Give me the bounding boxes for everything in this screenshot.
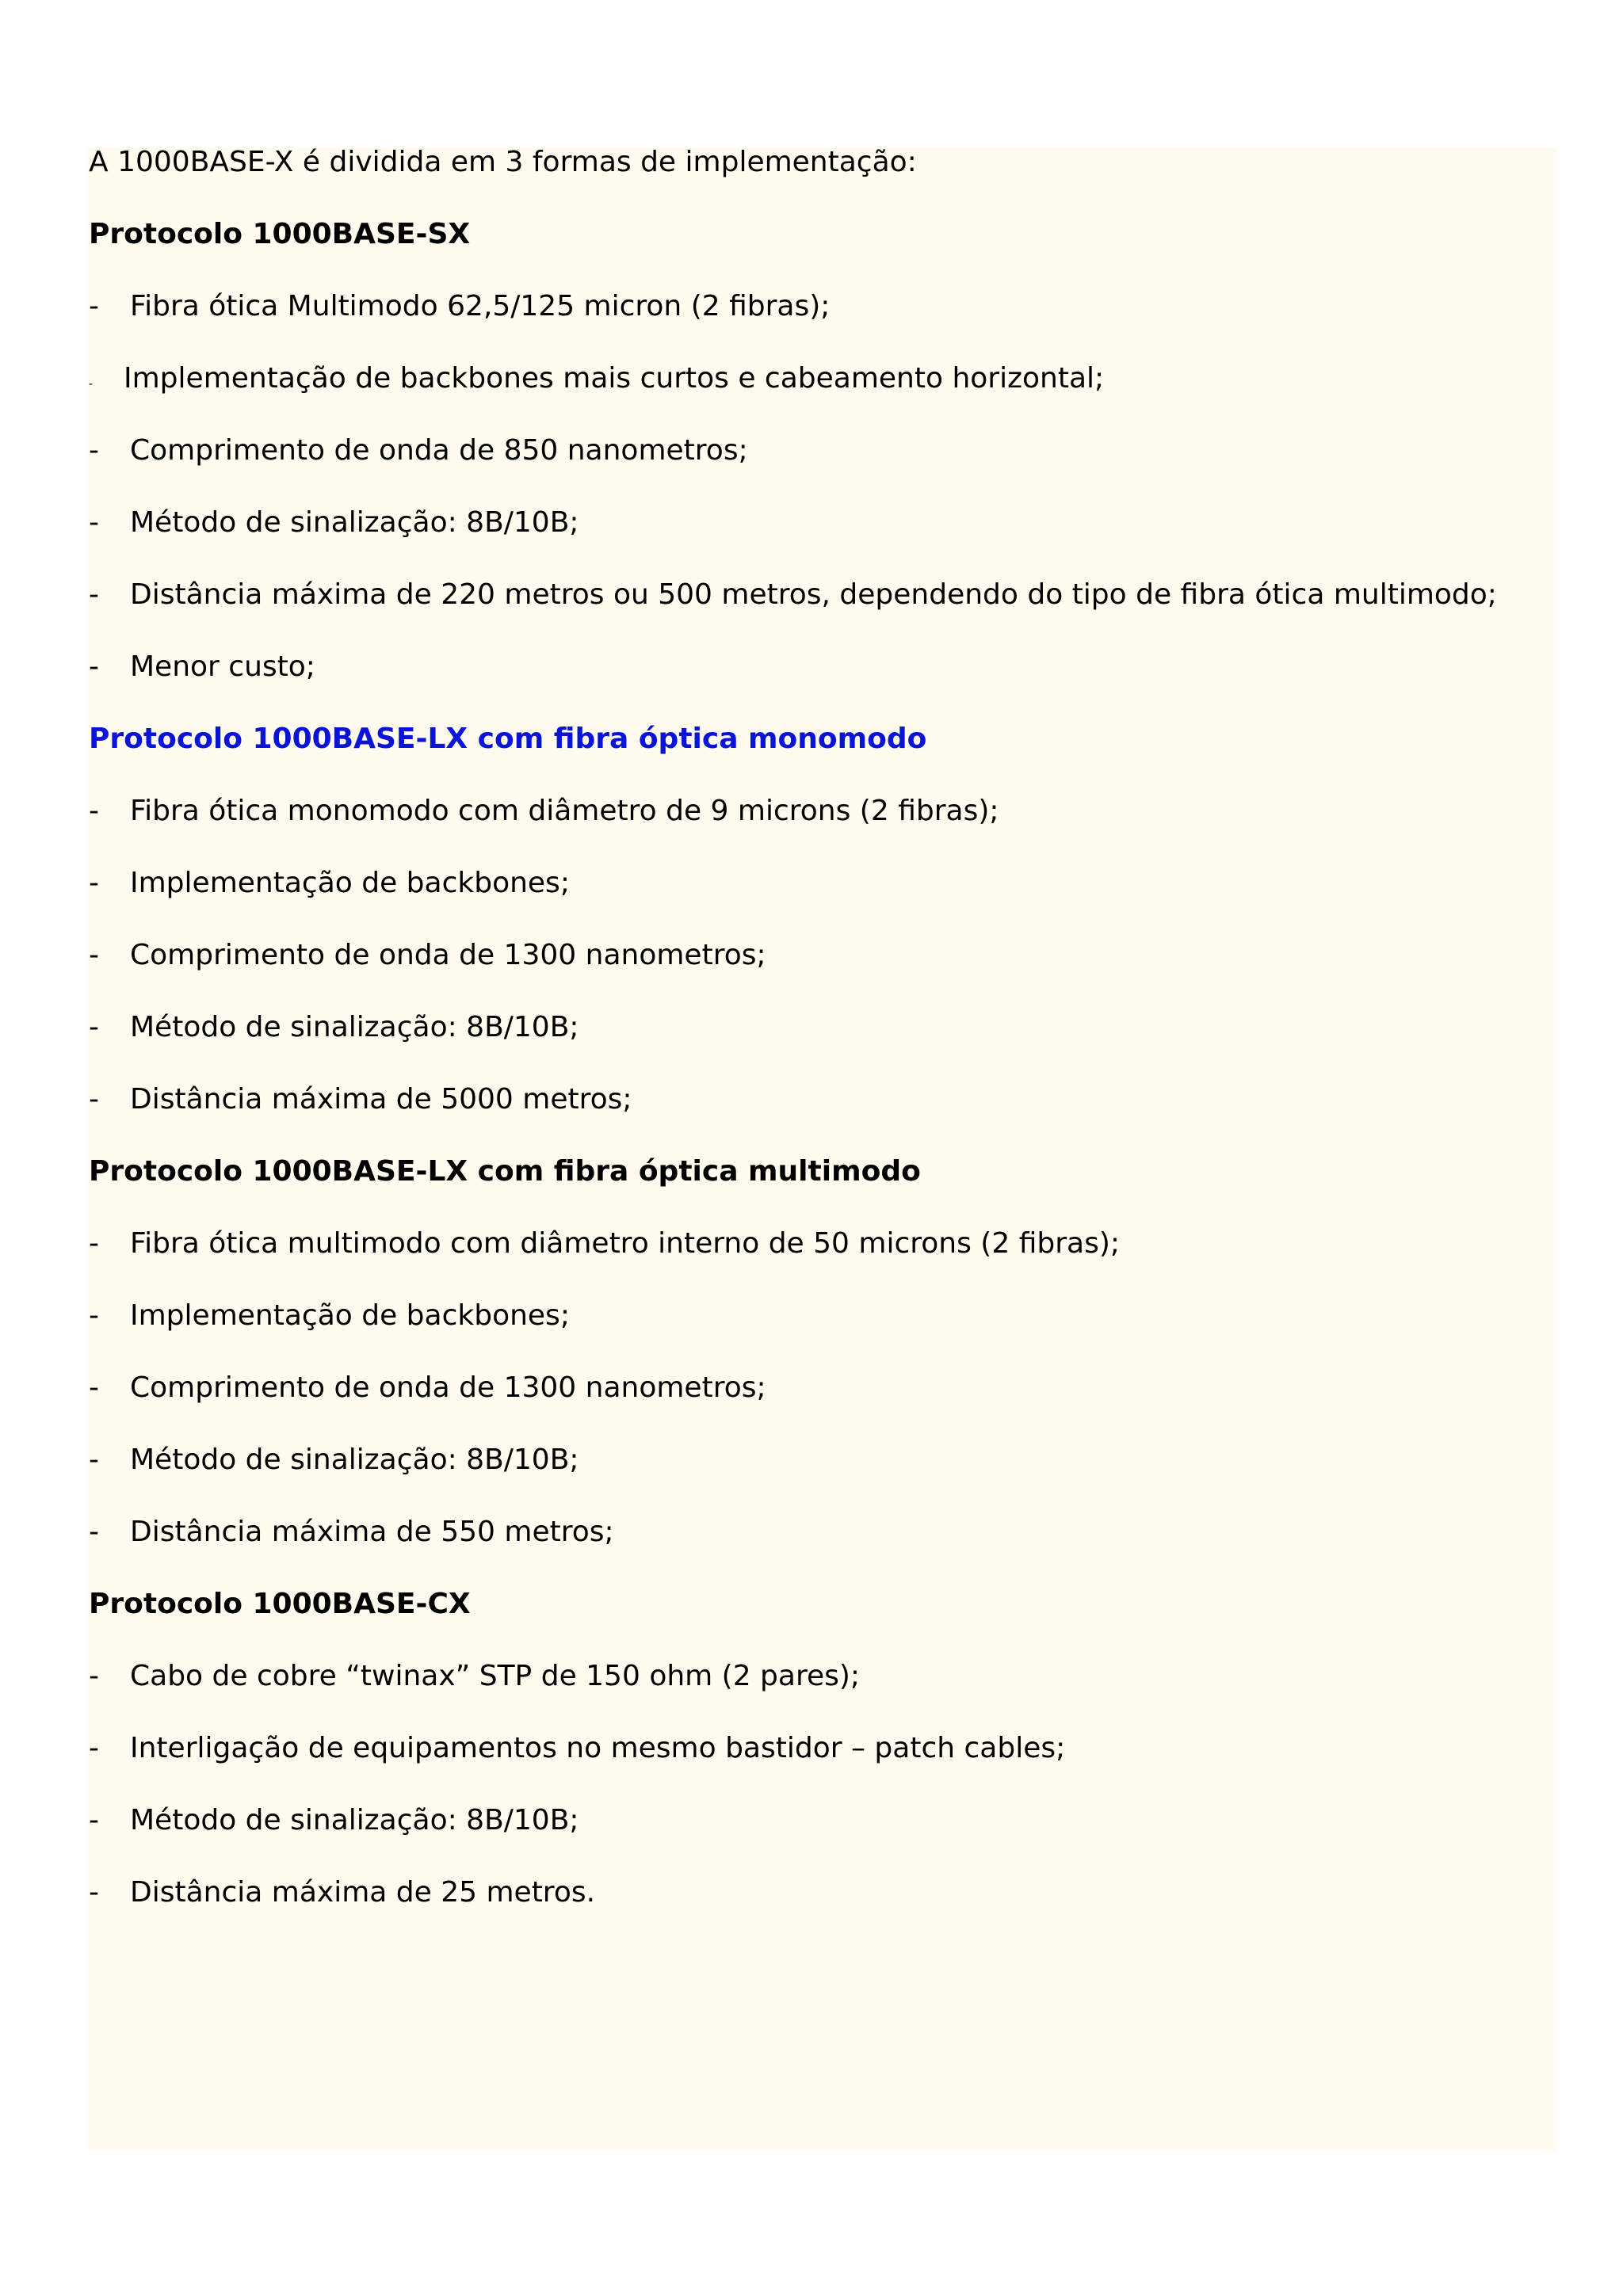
bullet-dash: - xyxy=(89,506,99,539)
section-heading-sx: Protocolo 1000BASE-SX xyxy=(89,218,471,250)
list-item: - Fibra ótica monomodo com diâmetro de 9 microns (2 fibras); xyxy=(89,793,1547,865)
list-item: - Comprimento de onda de 1300 nanometros; xyxy=(89,937,1547,1009)
bullet-dash: - xyxy=(89,578,99,611)
bullet-dash: - xyxy=(89,1227,99,1260)
bullet-dash: - xyxy=(89,434,99,467)
bullet-dash: - xyxy=(89,378,94,391)
bullet-dash: - xyxy=(89,795,99,827)
section-heading-cx: Protocolo 1000BASE-CX xyxy=(89,1588,471,1620)
list-item: - Método de sinalização: 8B/10B; xyxy=(89,1009,1547,1081)
list-item: - Distância máxima de 25 metros. xyxy=(89,1875,1547,1947)
list-item: - Implementação de backbones; xyxy=(89,1298,1547,1370)
list-item: - Menor custo; xyxy=(89,649,1547,721)
list-item: - Implementação de backbones mais curtos e cabeamento horizontal; xyxy=(89,360,1547,433)
document-body xyxy=(89,144,1547,1947)
list-item: - Distância máxima de 5000 metros; xyxy=(89,1081,1547,1154)
bullet-dash: - xyxy=(89,1011,99,1043)
bullet-dash: - xyxy=(89,1444,99,1476)
list-item: - Distância máxima de 220 metros ou 500 metros, dependendo do tipo de fibra ótica multimodo; xyxy=(89,577,1547,649)
bullet-dash: - xyxy=(89,1876,99,1909)
list-item: - Fibra ótica multimodo com diâmetro interno de 50 microns (2 fibras); xyxy=(89,1226,1547,1298)
list-item: - Método de sinalização: 8B/10B; xyxy=(89,1442,1547,1514)
bullet-dash: - xyxy=(89,1083,99,1116)
list-item: - Comprimento de onda de 1300 nanometros; xyxy=(89,1370,1547,1442)
list-item: - Cabo de cobre “twinax” STP de 150 ohm (2 pares); xyxy=(89,1658,1547,1730)
bullet-dash: - xyxy=(89,939,99,971)
list-item: - Comprimento de onda de 850 nanometros; xyxy=(89,433,1547,505)
intro-text: A 1000BASE-X é dividida em 3 formas de implementação: xyxy=(89,146,917,178)
list-item: - Fibra ótica Multimodo 62,5/125 micron (2 fibras); xyxy=(89,288,1547,360)
list-item: - Método de sinalização: 8B/10B; xyxy=(89,1802,1547,1875)
bullet-dash: - xyxy=(89,650,99,683)
bullet-dash: - xyxy=(89,1804,99,1836)
list-item: - Distância máxima de 550 metros; xyxy=(89,1514,1547,1586)
bullet-dash: - xyxy=(89,290,99,322)
bullet-dash: - xyxy=(89,1371,99,1404)
list-item: - Interligação de equipamentos no mesmo bastidor – patch cables; xyxy=(89,1730,1547,1802)
section-heading-lx-monomodo: Protocolo 1000BASE-LX com fibra óptica monomodo xyxy=(89,723,927,755)
bullet-dash: - xyxy=(89,1660,99,1692)
section-heading-lx-multimodo: Protocolo 1000BASE-LX com fibra óptica multimodo xyxy=(89,1155,921,1188)
bullet-dash: - xyxy=(89,1299,99,1332)
bullet-dash: - xyxy=(89,1516,99,1548)
bullet-dash: - xyxy=(89,867,99,899)
bullet-dash: - xyxy=(89,1732,99,1764)
list-item: - Implementação de backbones; xyxy=(89,865,1547,937)
list-item: - Método de sinalização: 8B/10B; xyxy=(89,505,1547,577)
